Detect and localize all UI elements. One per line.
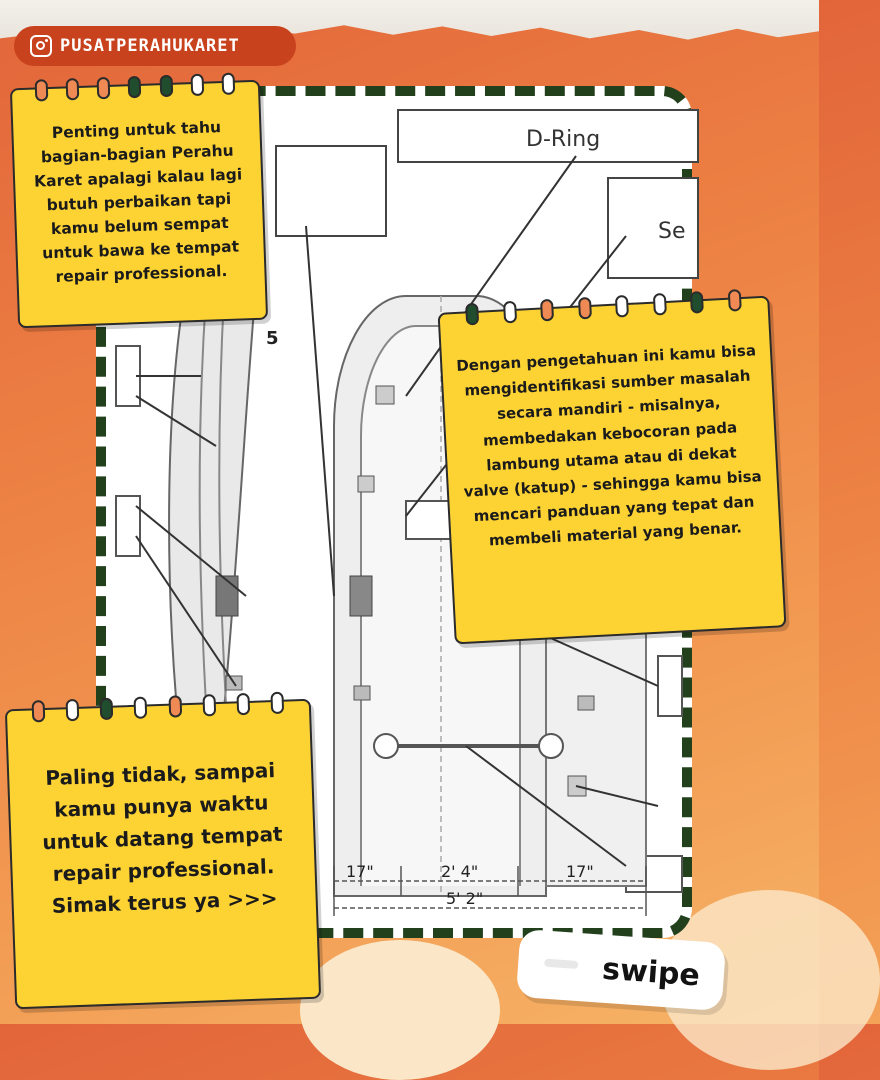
dim-right: 17" [566,862,594,881]
dim-left: 17" [346,862,374,881]
label-box [276,146,386,236]
swipe-label: swipe [601,951,702,993]
instagram-icon [30,35,52,57]
note-conclusion-text: Paling tidak, sampai kamu punya waktu untuk datang tempat repair professional. Simak terus ya >>> [41,758,283,918]
handle-text: PUSATPERAHUKARET [60,36,240,56]
sticky-note-identification [438,296,787,645]
note-rings [7,691,310,724]
swipe-dash-decoration [544,959,578,969]
instagram-handle[interactable] [14,26,296,66]
cloud-decoration [300,940,500,1080]
swipe-button[interactable] [516,929,726,1011]
side-box [658,656,682,716]
note-intro-text: Penting untuk tahu bagian-bagian Perahu Karet apalagi kalau lagi butuh perbaikan tapi kamu belum sempat untuk bawa ke tempat repair professional. [33,118,243,287]
label-dring: D-Ring [526,127,601,152]
label-5: 5 [266,328,279,349]
dim-center: 2' 4" [441,862,479,881]
side-box [116,496,140,556]
dim-total: 5' 2" [446,889,484,908]
label-se: Se [658,219,686,244]
sticky-note-intro [10,80,268,329]
sticky-note-conclusion [5,699,321,1009]
note-identification-text: Dengan pengetahuan ini kamu bisa mengidentifikasi sumber masalah secara mandiri - misalnya, membedakan kebocoran pada lambung utama atau di dekat valve (katup) - sehingga kamu bisa mencari panduan yang tepat dan membeli material yang benar. [455,341,763,550]
note-rings [12,72,259,103]
